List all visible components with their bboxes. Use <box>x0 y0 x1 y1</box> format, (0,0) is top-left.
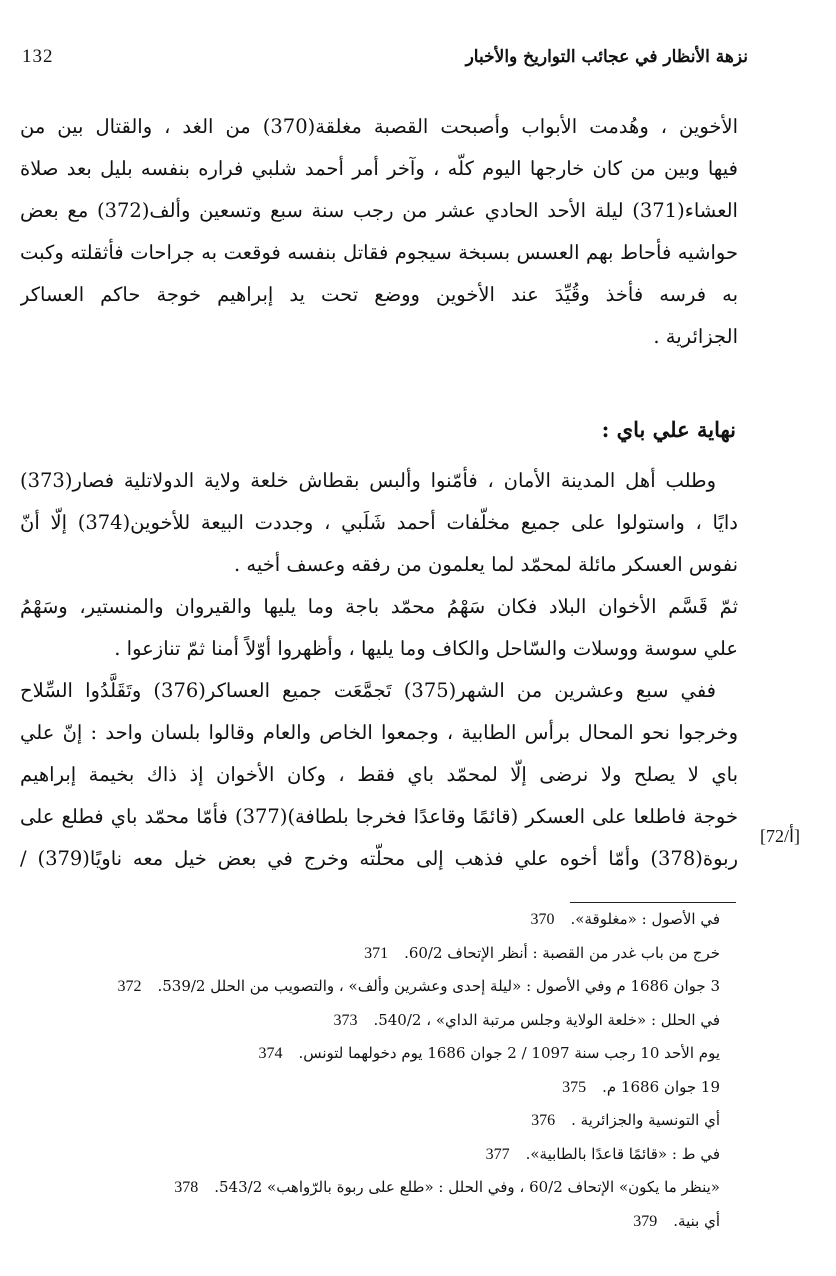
footnote-text: أي بنية. <box>673 1211 720 1230</box>
footnote-number: 372 <box>117 978 142 995</box>
text-line: فيها وبين من كان خارجها اليوم كلّه ، وآخر أمر أحمد شلبي فراره بنفسه بليل بعد صلاة <box>20 157 738 180</box>
margin-folio-note: [72/أ] <box>760 826 801 846</box>
footnote-text: 3 جوان 1686 م وفي الأصول : «ليلة إحدى وعشرين وألف» ، والتصويب من الحلل 539/2. <box>157 977 720 995</box>
paragraph-2 <box>20 460 738 880</box>
footnote <box>96 1011 736 1045</box>
text-line: ثمّ قَسَّم الأخوان البلاد فكان سَهْمُ محمّد باجة وما يليها والقيروان والمنستير، وسَهْمُ <box>20 595 738 618</box>
footnote <box>96 944 736 978</box>
text-line: خوجة فاطلعا على العسكر (قائمًا وقاعدًا فخرجا بلطافة)(377) فأمّا محمّد باي فطلع على <box>20 805 738 828</box>
footnote <box>96 1178 736 1212</box>
text-line: ففي سبع وعشرين من الشهر(375) تَجمَّعَت جميع العساكر(376) وتَقَلَّدُوا السِّلاح <box>20 679 716 702</box>
footnote-number: 373 <box>333 1011 358 1029</box>
text-line: الأخوين ، وهُدمت الأبواب وأصبحت القصبة مغلقة(370) من الغد ، والقتال بين من <box>20 115 738 138</box>
footnote-number: 375 <box>562 1078 587 1096</box>
text-line: به فرسه فأخذ وقُيِّدَ عند الأخوين ووضع تحت يد إبراهيم خوجة حاكم العساكر <box>20 283 738 306</box>
text-line: علي سوسة ووسلات والسّاحل والكاف وما يليها ، وأظهروا أوّلاً أمنا ثمّ تنازعوا . <box>114 637 738 660</box>
running-title: نزهة الأنظار في عجائب التواريخ والأخبار <box>465 47 748 67</box>
footnote-text: «ينظر ما يكون» الإتحاف 60/2 ، وفي الحلل : «طلع على ربوة بالرّواهب» 543/2. <box>214 1178 720 1196</box>
footnote-number: 379 <box>633 1212 658 1230</box>
footnotes <box>96 910 736 1245</box>
footnote <box>96 1212 736 1246</box>
footnote <box>96 1044 736 1078</box>
text-line: ربوة(378) وأمّا أخوه علي فذهب إلى محلّته وخرج في بعض خيل معه ناويًا(379) / <box>20 847 738 870</box>
text-line: حواشيه فأحاط بهم العسس بسبخة سيجوم فقاتل بنفسه فوقعت به جراحات فأثقلته وكبت <box>20 241 738 264</box>
footnote-number: 374 <box>258 1045 283 1062</box>
footnote-number: 376 <box>531 1112 556 1129</box>
page-number: 132 <box>22 46 54 67</box>
footnote-number: 378 <box>174 1179 199 1196</box>
footnote-text: خرج من باب غدر من القصبة : أنظر الإتحاف 60/2. <box>404 943 720 962</box>
section-heading: نهاية علي باي : <box>601 417 736 442</box>
text-line: باي لا يصلح ولا نرضى إلّا لمحمّد باي فقط ، وكان الأخوان إذ ذاك بخيمة إبراهيم <box>20 763 738 786</box>
running-header <box>22 40 748 74</box>
footnote <box>96 910 736 944</box>
footnote <box>96 1145 736 1179</box>
footnote <box>96 1111 736 1145</box>
footnote-text: في الأصول : «مغلوقة». <box>570 910 720 928</box>
footnote-number: 370 <box>530 911 555 928</box>
footnote-text: يوم الأحد 10 رجب سنة 1097 / 2 جوان 1686 يوم دخولهما لتونس. <box>298 1044 720 1062</box>
text-line: العشاء(371) ليلة الأحد الحادي عشر من رجب سنة سبع وتسعين وألف(372) مع بعض <box>20 199 738 222</box>
text-line: نفوس العسكر مائلة لمحمّد لما يعلمون من رفقه وعسف أخيه . <box>234 553 738 576</box>
text-line: وخرجوا نحو المحال برأس الطابية ، وجمعوا الخاص والعام وقالوا بلسان واحد : إنّ علي <box>20 721 738 744</box>
footnote-text: في ط : «قائمًا قاعدًا بالطابية». <box>525 1144 720 1163</box>
footnote-text: 19 جوان 1686 م. <box>602 1077 720 1096</box>
footnote-text: أي التونسية والجزائرية . <box>571 1111 720 1129</box>
paragraph-1 <box>20 106 738 358</box>
footnote-separator <box>570 902 736 903</box>
footnote <box>96 1078 736 1112</box>
footnote <box>96 977 736 1011</box>
footnote-text: في الحلل : «خلعة الولاية وجلس مرتبة الداي» ، 540/2. <box>373 1010 720 1029</box>
footnote-number: 377 <box>485 1145 510 1163</box>
text-line: وطلب أهل المدينة الأمان ، فأمّنوا وألبس بقطاش خلعة ولاية الدولاتلية فصار(373) <box>20 469 716 492</box>
text-line: الجزائرية . <box>653 325 738 348</box>
footnote-number: 371 <box>364 944 389 962</box>
text-line: دايًا ، واستولوا على جميع مخلّفات أحمد شَلَبي ، وجددت البيعة للأخوين(374) إلّا أنّ <box>20 511 738 534</box>
